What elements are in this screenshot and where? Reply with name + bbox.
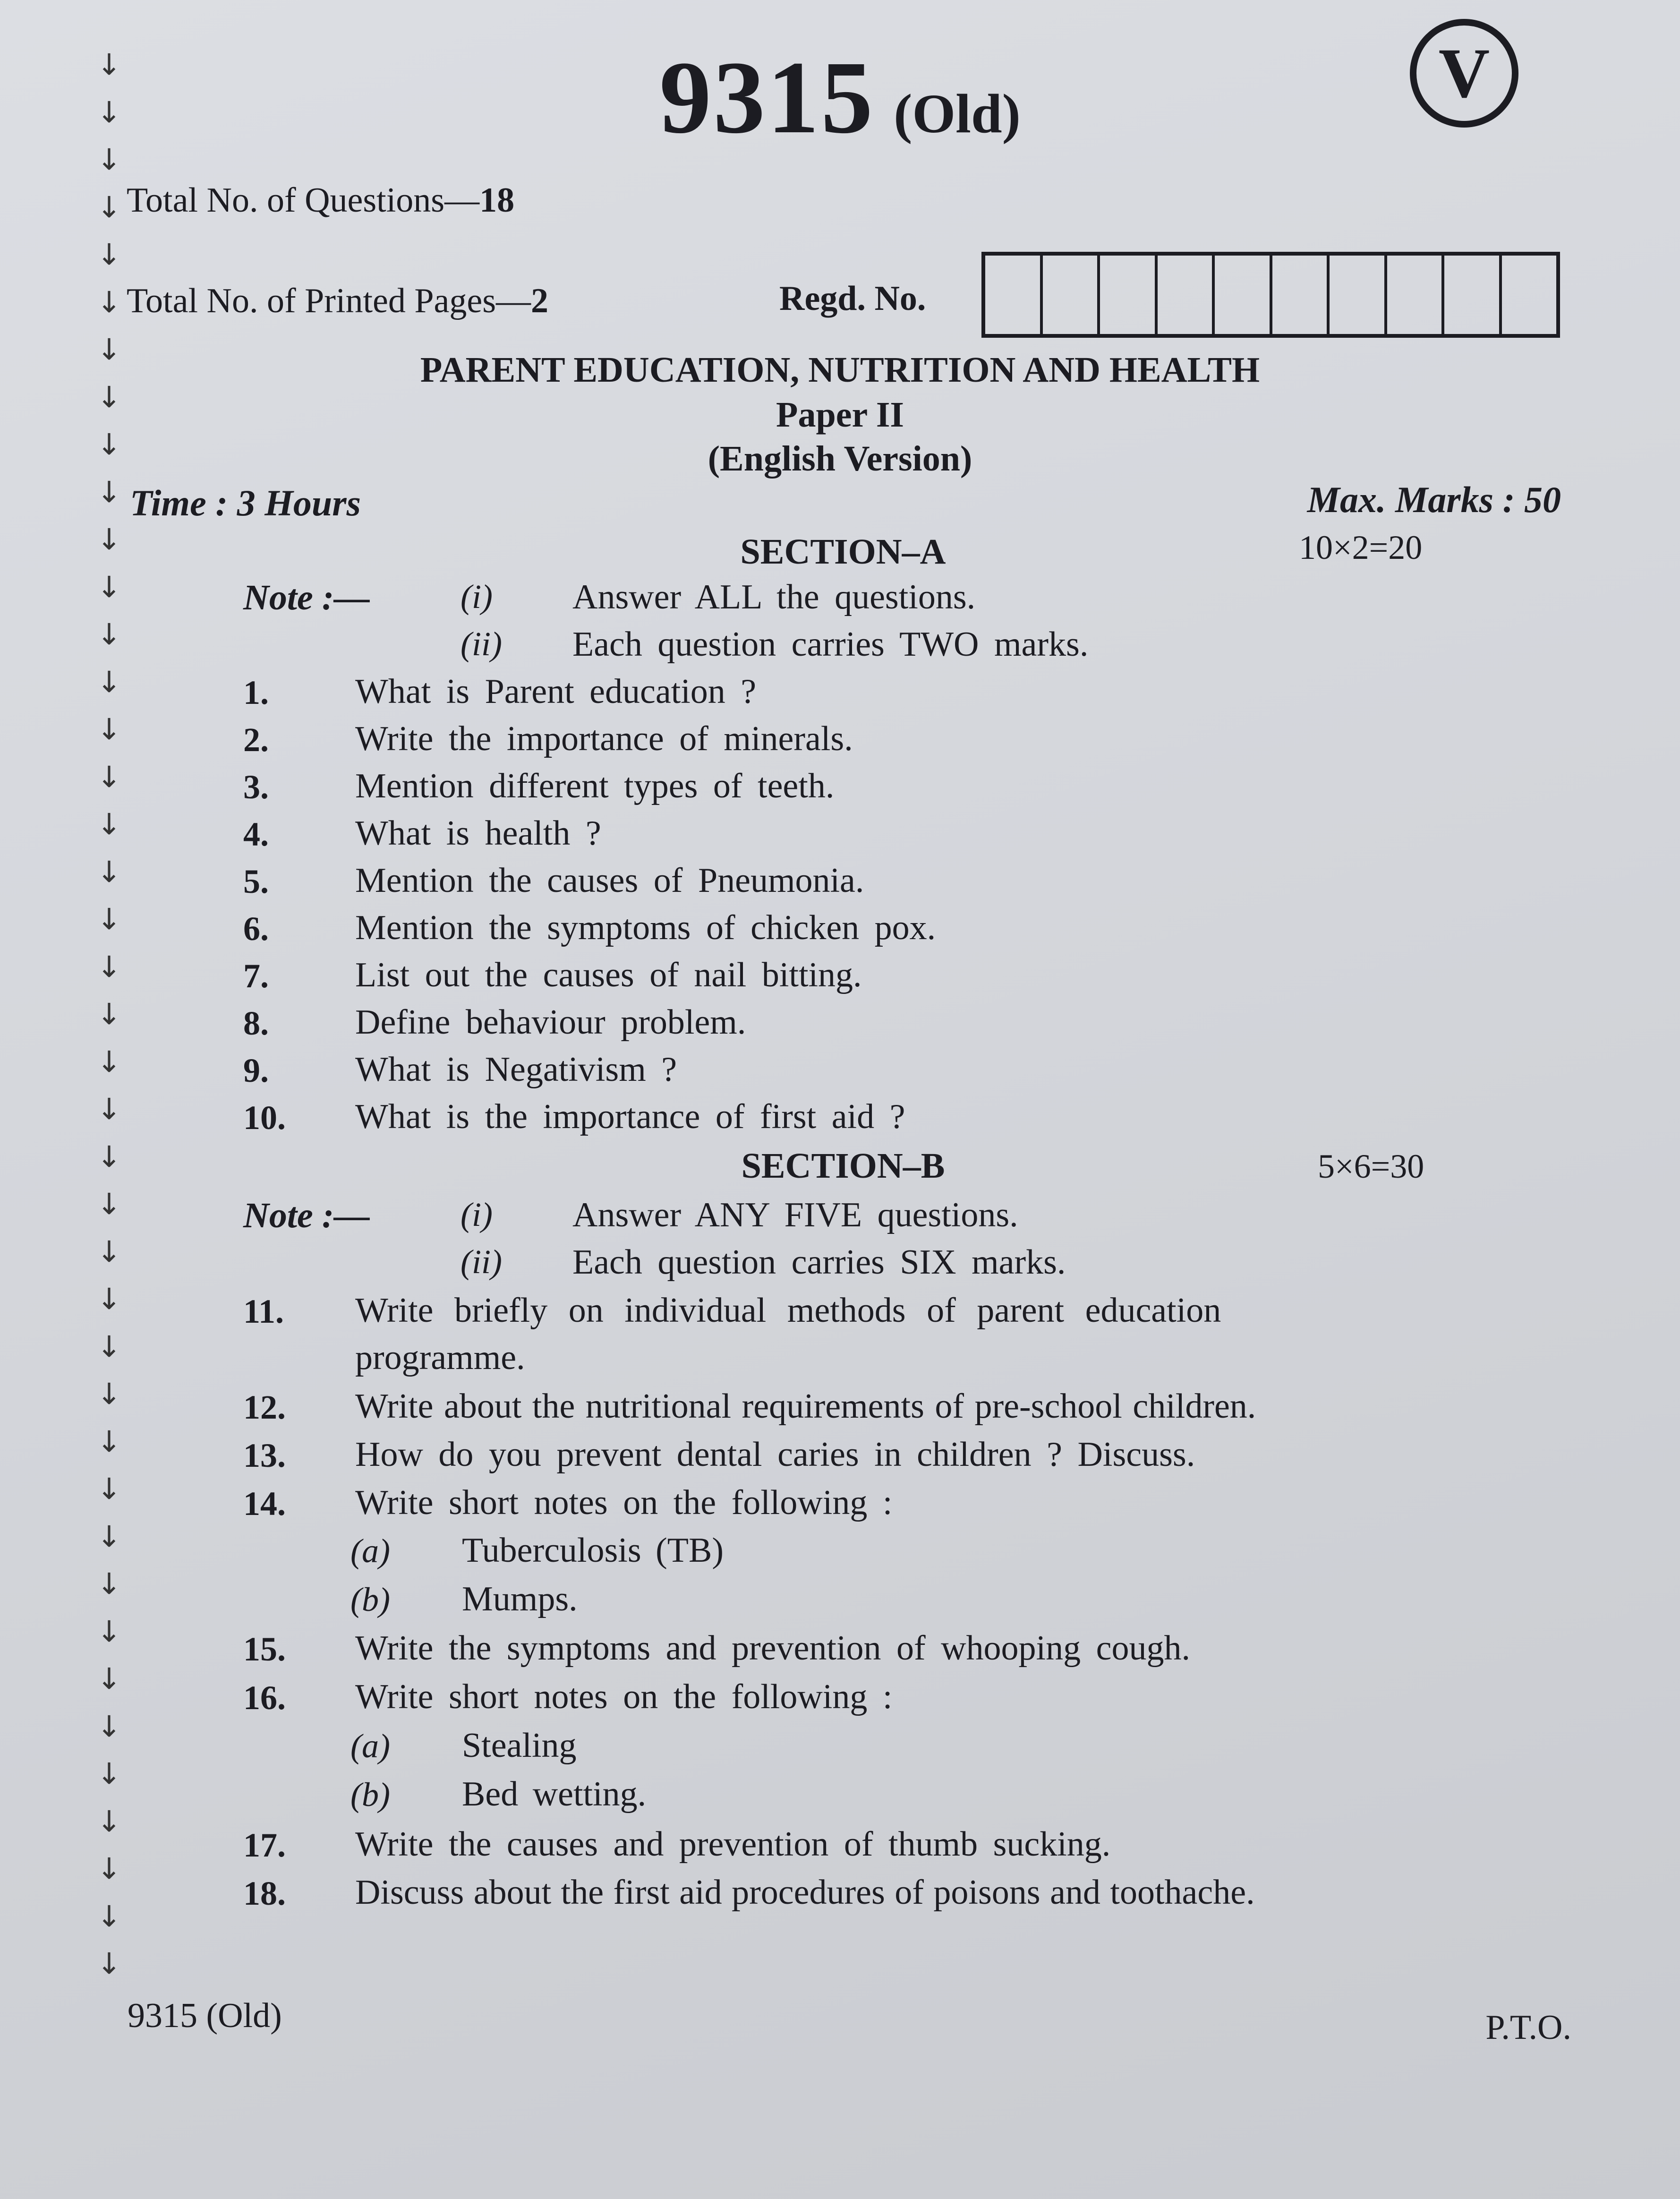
pto-label: P.T.O. — [1485, 2008, 1571, 2047]
margin-arrow-icon: ↓ — [97, 1519, 121, 1554]
question-5-text: Mention the causes of Pneumonia. — [355, 861, 864, 900]
margin-arrow-icon: ↓ — [97, 189, 121, 224]
section-b-marks: 5×6=30 — [1318, 1147, 1424, 1185]
question-3-text: Mention different types of teeth. — [355, 767, 835, 805]
margin-arrow-icon: ↓ — [97, 759, 121, 794]
margin-arrow-icon: ↓ — [97, 664, 121, 699]
margin-arrow-icon: ↓ — [97, 1661, 121, 1696]
section-b-note-1-text: Answer ANY FIVE questions. — [572, 1196, 1018, 1234]
question-9-number: 9. — [243, 1052, 269, 1089]
question-16-text: Write short notes on the following : — [355, 1677, 893, 1716]
margin-arrow-icon: ↓ — [97, 1187, 121, 1221]
section-a-title: SECTION–A — [740, 532, 946, 572]
question-18-text: Discuss about the first aid procedures of poisons and toothache. — [355, 1873, 1255, 1912]
question-14-sub-b-text: Mumps. — [462, 1580, 578, 1618]
margin-arrow-icon: ↓ — [97, 949, 121, 984]
margin-arrow-icon: ↓ — [97, 427, 121, 462]
margin-arrow-icon: ↓ — [97, 1092, 121, 1126]
question-15-text: Write the symptoms and prevention of whooping cough. — [355, 1629, 1190, 1668]
margin-arrow-icon: ↓ — [97, 1139, 121, 1174]
margin-arrow-icon: ↓ — [97, 379, 121, 414]
question-18-number: 18. — [243, 1874, 286, 1912]
set-letter: V — [1438, 34, 1490, 112]
max-marks: Max. Marks : 50 — [1307, 479, 1561, 520]
subject-title: PARENT EDUCATION, NUTRITION AND HEALTH — [420, 350, 1260, 390]
margin-arrow-icon: ↓ — [97, 237, 121, 272]
section-a-note-2-roman: (ii) — [461, 625, 502, 663]
margin-arrow-icon: ↓ — [97, 1899, 121, 1934]
question-17-text: Write the causes and prevention of thumb sucking. — [355, 1825, 1111, 1864]
question-4-number: 4. — [243, 815, 269, 853]
margin-arrow-icon: ↓ — [97, 854, 121, 889]
margin-arrow-icon: ↓ — [97, 1329, 121, 1364]
margin-arrow-icon: ↓ — [97, 1566, 121, 1601]
question-14-text: Write short notes on the following : — [355, 1483, 893, 1522]
question-8-text: Define behaviour problem. — [355, 1003, 746, 1042]
section-b-note-2-roman: (ii) — [461, 1243, 502, 1281]
section-b-title: SECTION–B — [741, 1146, 945, 1186]
margin-arrow-icon: ↓ — [97, 1804, 121, 1839]
margin-arrow-icon: ↓ — [97, 284, 121, 319]
question-3-number: 3. — [243, 768, 269, 806]
margin-arrow-icon: ↓ — [97, 332, 121, 367]
section-a-note-2-text: Each question carries TWO marks. — [572, 625, 1089, 664]
margin-arrow-icon: ↓ — [97, 1851, 121, 1886]
section-a-note-label: Note :— — [243, 578, 370, 617]
question-10-number: 10. — [243, 1099, 286, 1137]
regd-number-boxes — [981, 252, 1560, 338]
margin-arrow-icon: ↓ — [97, 1756, 121, 1791]
margin-arrow-icon: ↓ — [97, 47, 121, 82]
set-letter-circle — [1410, 19, 1518, 128]
question-13-number: 13. — [243, 1437, 286, 1474]
margin-arrow-icon: ↓ — [97, 1044, 121, 1079]
question-14-number: 14. — [243, 1485, 286, 1523]
question-14-sub-a-text: Tuberculosis (TB) — [462, 1531, 724, 1570]
section-a-marks: 10×2=20 — [1299, 529, 1423, 566]
margin-arrow-icon: ↓ — [97, 1424, 121, 1459]
margin-arrow-icon: ↓ — [97, 474, 121, 509]
total-pages — [127, 281, 548, 321]
question-9-text: What is Negativism ? — [355, 1050, 677, 1089]
question-16-sub-a-text: Stealing — [462, 1726, 577, 1765]
question-12-text: Write about the nutritional requirements of pre-school children. — [355, 1387, 1256, 1426]
margin-arrow-icon: ↓ — [97, 1709, 121, 1744]
question-16-number: 16. — [243, 1679, 286, 1717]
question-4-text: What is health ? — [355, 814, 601, 853]
margin-arrow-icon: ↓ — [97, 617, 121, 651]
total-pages-label: Total No. of Printed Pages— — [127, 282, 531, 320]
paper-code: 9315 — [659, 40, 875, 155]
question-17-number: 17. — [243, 1826, 286, 1864]
question-2-number: 2. — [243, 721, 269, 759]
footer-paper-code: 9315 (Old) — [128, 1996, 282, 2035]
question-7-number: 7. — [243, 957, 269, 995]
version-title: (English Version) — [708, 439, 972, 479]
margin-arrow-icon: ↓ — [97, 1234, 121, 1269]
margin-arrow-icon: ↓ — [97, 712, 121, 746]
margin-arrow-icon: ↓ — [97, 142, 121, 177]
section-b-note-label: Note :— — [243, 1196, 370, 1235]
paper-title: Paper II — [776, 395, 904, 435]
margin-arrow-icon: ↓ — [97, 522, 121, 556]
question-8-number: 8. — [243, 1004, 269, 1042]
margin-arrow-icon: ↓ — [97, 807, 121, 841]
question-16-sub-b-text: Bed wetting. — [462, 1775, 647, 1814]
margin-arrow-icon: ↓ — [97, 1377, 121, 1411]
margin-arrow-icon: ↓ — [97, 569, 121, 604]
question-14-sub-a-label: (a) — [350, 1532, 390, 1570]
question-10-text: What is the importance of first aid ? — [355, 1097, 905, 1136]
margin-arrow-icon: ↓ — [97, 1282, 121, 1316]
question-6-text: Mention the symptoms of chicken pox. — [355, 908, 936, 947]
question-15-number: 15. — [243, 1630, 286, 1668]
total-questions-value: 18 — [479, 181, 515, 220]
question-2-text: Write the importance of minerals. — [355, 719, 853, 758]
section-b-note-1-roman: (i) — [461, 1196, 493, 1233]
section-a-note-1-roman: (i) — [461, 578, 493, 616]
question-11-text-continued: programme. — [355, 1338, 525, 1377]
question-16-sub-b-label: (b) — [350, 1776, 390, 1814]
question-11-number: 11. — [243, 1292, 284, 1330]
question-12-number: 12. — [243, 1388, 286, 1426]
question-6-number: 6. — [243, 910, 269, 948]
section-a-note-1-text: Answer ALL the questions. — [572, 578, 976, 616]
regd-label: Regd. No. — [779, 279, 926, 318]
total-pages-value: 2 — [531, 282, 548, 320]
total-questions — [127, 180, 514, 221]
question-14-sub-b-label: (b) — [350, 1581, 390, 1618]
question-1-text: What is Parent education ? — [355, 672, 757, 711]
question-16-sub-a-label: (a) — [350, 1727, 390, 1765]
total-questions-label: Total No. of Questions— — [127, 181, 480, 220]
question-7-text: List out the causes of nail bitting. — [355, 956, 862, 994]
question-11-text: Write briefly on individual methods of parent education — [355, 1291, 1221, 1330]
paper-tag: (Old) — [894, 83, 1021, 145]
margin-arrow-icon: ↓ — [97, 1614, 121, 1649]
question-5-number: 5. — [243, 863, 269, 900]
question-1-number: 1. — [243, 674, 269, 711]
margin-arrow-icon: ↓ — [97, 94, 121, 129]
margin-arrow-icon: ↓ — [97, 902, 121, 936]
time-allowed: Time : 3 Hours — [130, 482, 361, 523]
margin-arrow-icon: ↓ — [97, 1946, 121, 1981]
margin-arrow-icon: ↓ — [97, 1472, 121, 1506]
question-13-text: How do you prevent dental caries in children ? Discuss. — [355, 1435, 1195, 1474]
margin-arrow-icon: ↓ — [97, 997, 121, 1031]
section-b-note-2-text: Each question carries SIX marks. — [572, 1243, 1066, 1282]
